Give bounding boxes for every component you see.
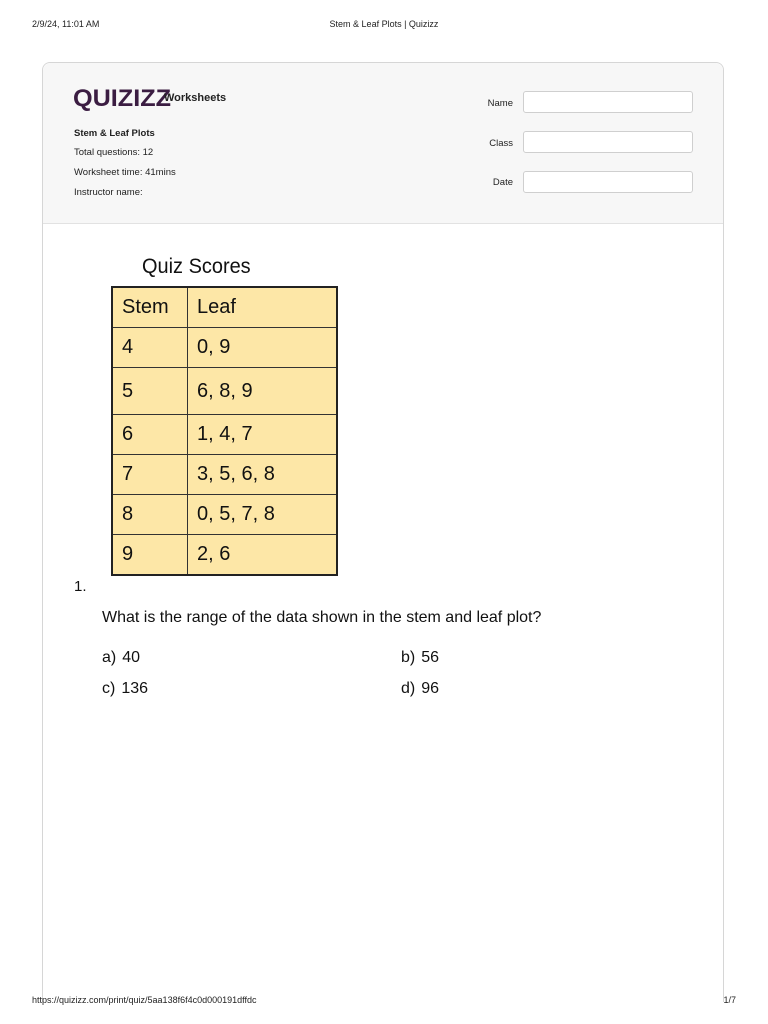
leaf-cell: 0, 9 [188,328,338,368]
option-c [102,680,148,698]
name-label: Name [487,98,513,109]
option-a [102,649,140,667]
stem-leaf-table [111,286,338,576]
worksheet-header [43,63,723,224]
instructor-name: Instructor name: [74,187,143,198]
worksheet-time: Worksheet time: 41mins [74,167,176,178]
leaf-cell: 1, 4, 7 [188,415,338,455]
option-b [401,649,439,667]
question-number: 1. [74,578,87,595]
question-text: What is the range of the data shown in the stem and leaf plot? [102,609,542,626]
worksheet-title: Stem & Leaf Plots [74,128,155,139]
stem-cell: 4 [112,328,188,368]
quizizz-logo: QUIZIZZ [73,85,171,112]
date-label: Date [492,177,513,188]
option-value: 56 [421,649,440,666]
stem-cell: 7 [112,455,188,495]
stem-cell: 5 [112,368,188,415]
option-letter: a) [102,649,117,666]
option-value: 40 [122,649,141,666]
option-d [401,680,439,698]
table-row [112,415,337,455]
leaf-cell: 0, 5, 7, 8 [188,495,338,535]
class-label: Class [489,138,513,149]
option-letter: c) [102,680,116,697]
table-row [112,455,337,495]
print-page-number: 1/7 [723,995,736,1005]
table-row [112,535,337,576]
print-title: Stem & Leaf Plots | Quizizz [329,19,439,29]
product-label: Worksheets [164,92,227,104]
leaf-header: Leaf [188,287,338,328]
leaf-cell: 6, 8, 9 [188,368,338,415]
print-datetime: 2/9/24, 11:01 AM [32,19,100,29]
stem-cell: 8 [112,495,188,535]
name-field[interactable] [523,91,693,113]
figure-title: Quiz Scores [142,255,251,278]
stem-cell: 9 [112,535,188,576]
stem-cell: 6 [112,415,188,455]
table-row [112,328,337,368]
class-field[interactable] [523,131,693,153]
option-letter: d) [401,680,416,697]
option-value: 136 [121,680,149,697]
table-row [112,495,337,535]
total-questions: Total questions: 12 [74,147,154,158]
date-field[interactable] [523,171,693,193]
stem-header: Stem [112,287,188,328]
leaf-cell: 3, 5, 6, 8 [188,455,338,495]
print-url: https://quizizz.com/print/quiz/5aa138f6f4c0d000191dffdc [32,995,257,1005]
leaf-cell: 2, 6 [188,535,338,576]
option-letter: b) [401,649,416,666]
table-row [112,368,337,415]
table-header-row [112,287,337,328]
option-value: 96 [421,680,440,697]
